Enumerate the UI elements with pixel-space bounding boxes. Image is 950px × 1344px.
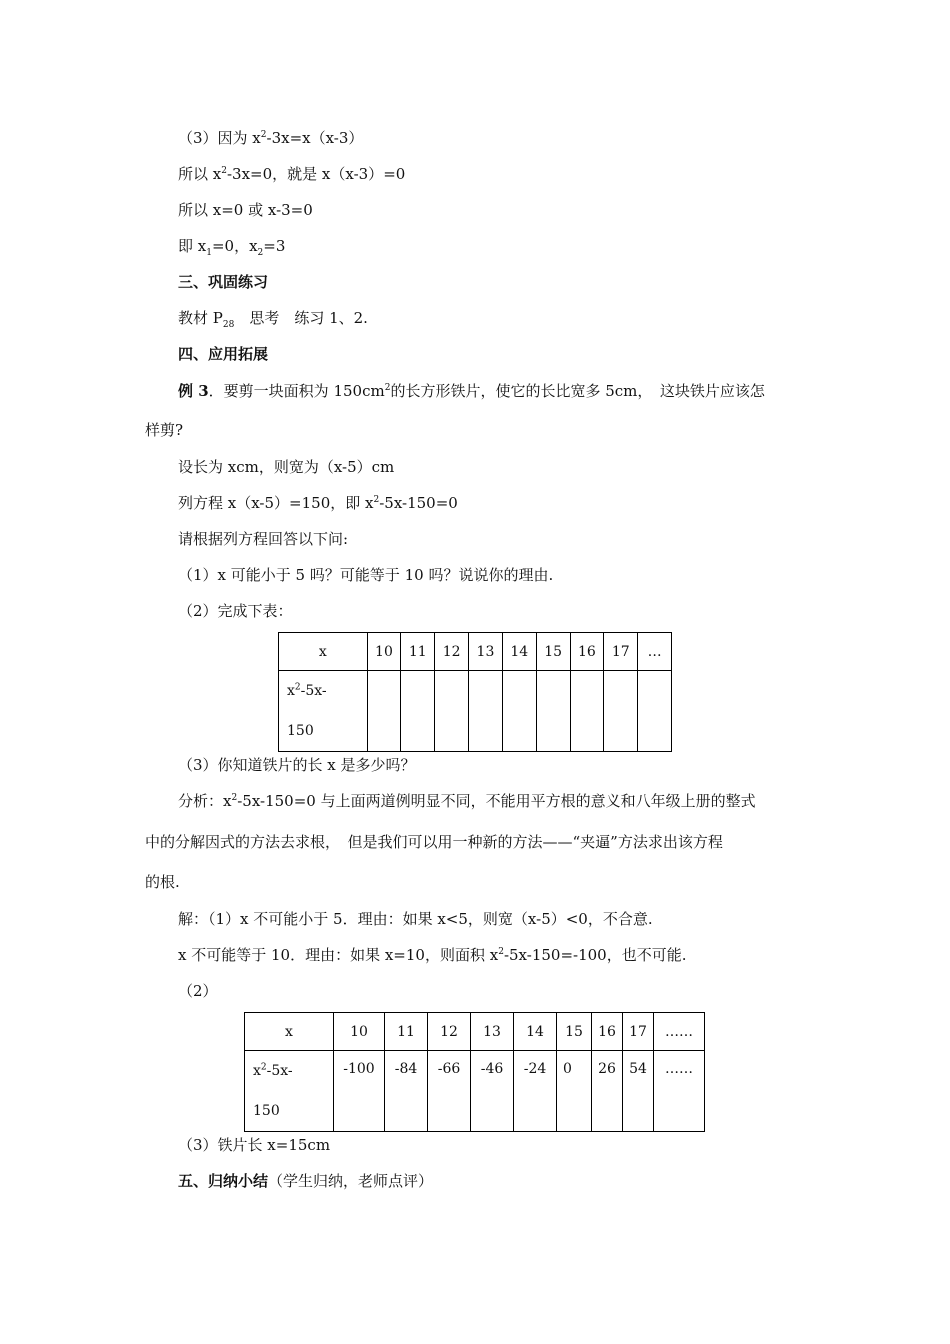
- step-3-line: （3）因为 $x^2-3x=x(x-3)$: [178, 129, 364, 147]
- table-cell: -24: [514, 1051, 557, 1132]
- step-3-roots: 即 $x_1=0$，$x_2=3$: [178, 237, 286, 258]
- blank-table: [278, 632, 672, 752]
- step-3-line-3: 所以 x=0 或 x-3=0: [178, 201, 313, 219]
- table-cell: 10: [334, 1013, 385, 1051]
- table-cell: -46: [471, 1051, 514, 1132]
- table-cell: 16: [570, 633, 604, 671]
- step-3-line-2: 所以 $x^2-3x=0$，就是 x（x-3）=0: [178, 165, 406, 183]
- filled-table: [244, 1012, 705, 1132]
- solution-1: 解：（1）x 不可能小于 5．理由：如果 x<5，则宽（x-5）<0，不合意.: [178, 910, 653, 928]
- table-cell: 15: [557, 1013, 592, 1051]
- table-cell: 12: [435, 633, 469, 671]
- table-row-label: $x^2-5x-$ 150: [245, 1051, 334, 1132]
- table-cell: 13: [471, 1013, 514, 1051]
- table-cell: 13: [469, 633, 503, 671]
- table-cell: 11: [385, 1013, 428, 1051]
- solution-2-label: （2）: [178, 982, 218, 1000]
- table-cell: 17: [604, 633, 638, 671]
- table-cell: -66: [428, 1051, 471, 1132]
- table-cell: -100: [334, 1051, 385, 1132]
- table-cell: [401, 671, 435, 752]
- section-heading-summary: 五、归纳小结（学生归纳，老师点评）: [178, 1172, 434, 1190]
- solution-1b: x 不可能等于 10．理由：如果 x=10，则面积 $x^2-5x-150=-100$，也不可能.: [178, 946, 687, 964]
- table-cell: 17: [623, 1013, 654, 1051]
- analysis-line-1: 分析：$x^2-5x-150=0$ 与上面两道例明显不同，不能用平方根的意义和八年级上册的整式: [178, 792, 756, 810]
- table-cell: 12: [428, 1013, 471, 1051]
- textbook-ref: 教材 $P_{28}$ 思考 练习 1、2.: [178, 309, 368, 330]
- question-2: （2）完成下表：: [178, 602, 293, 620]
- table-cell: [638, 671, 672, 752]
- section-heading-extension: 四、应用拓展: [178, 345, 269, 363]
- section-heading-practice: 三、巩固练习: [178, 273, 269, 291]
- table-cell: 11: [401, 633, 435, 671]
- question-intro: 请根据列方程回答以下问:: [178, 530, 349, 548]
- table-cell: [502, 671, 536, 752]
- example-3-statement-cont: 样剪?: [145, 421, 184, 439]
- analysis-line-3: 的根.: [145, 873, 180, 891]
- example-3-statement: 例 3．要剪一块面积为 $150cm^2$的长方形铁片，使它的长比宽多 5cm， 这块铁片应该怎: [178, 382, 765, 400]
- table-cell: 26: [592, 1051, 623, 1132]
- table-header-x: x: [279, 633, 368, 671]
- table-cell: [469, 671, 503, 752]
- solution-3: （3）铁片长 x=15cm: [178, 1136, 331, 1154]
- table-cell: [604, 671, 638, 752]
- analysis-line-2: 中的分解因式的方法去求根， 但是我们可以用一种新的方法——“夹逼”方法求出该方程: [145, 833, 723, 851]
- table-cell: 10: [367, 633, 401, 671]
- table-row-label: $x^2-5x-$ 150: [279, 671, 368, 752]
- table-cell: [435, 671, 469, 752]
- table-cell: [536, 671, 570, 752]
- setup-line: 设长为 xcm，则宽为（x-5）cm: [178, 458, 395, 476]
- table-cell: 54: [623, 1051, 654, 1132]
- table-cell: 14: [502, 633, 536, 671]
- table-header-x: x: [245, 1013, 334, 1051]
- table-cell: 16: [592, 1013, 623, 1051]
- table-cell: 14: [514, 1013, 557, 1051]
- table-cell: 15: [536, 633, 570, 671]
- table-cell: ……: [654, 1013, 705, 1051]
- question-1: （1）x 可能小于 5 吗？可能等于 10 吗？说说你的理由.: [178, 566, 554, 584]
- equation-line: 列方程 x（x-5）=150，即 $x^2-5x-150=0$: [178, 494, 458, 512]
- table-cell: [570, 671, 604, 752]
- table-cell: ……: [654, 1051, 705, 1132]
- table-cell: …: [638, 633, 672, 671]
- table-cell: [367, 671, 401, 752]
- question-3: （3）你知道铁片的长 x 是多少吗？: [178, 756, 416, 774]
- table-cell: 0: [557, 1051, 592, 1132]
- table-cell: -84: [385, 1051, 428, 1132]
